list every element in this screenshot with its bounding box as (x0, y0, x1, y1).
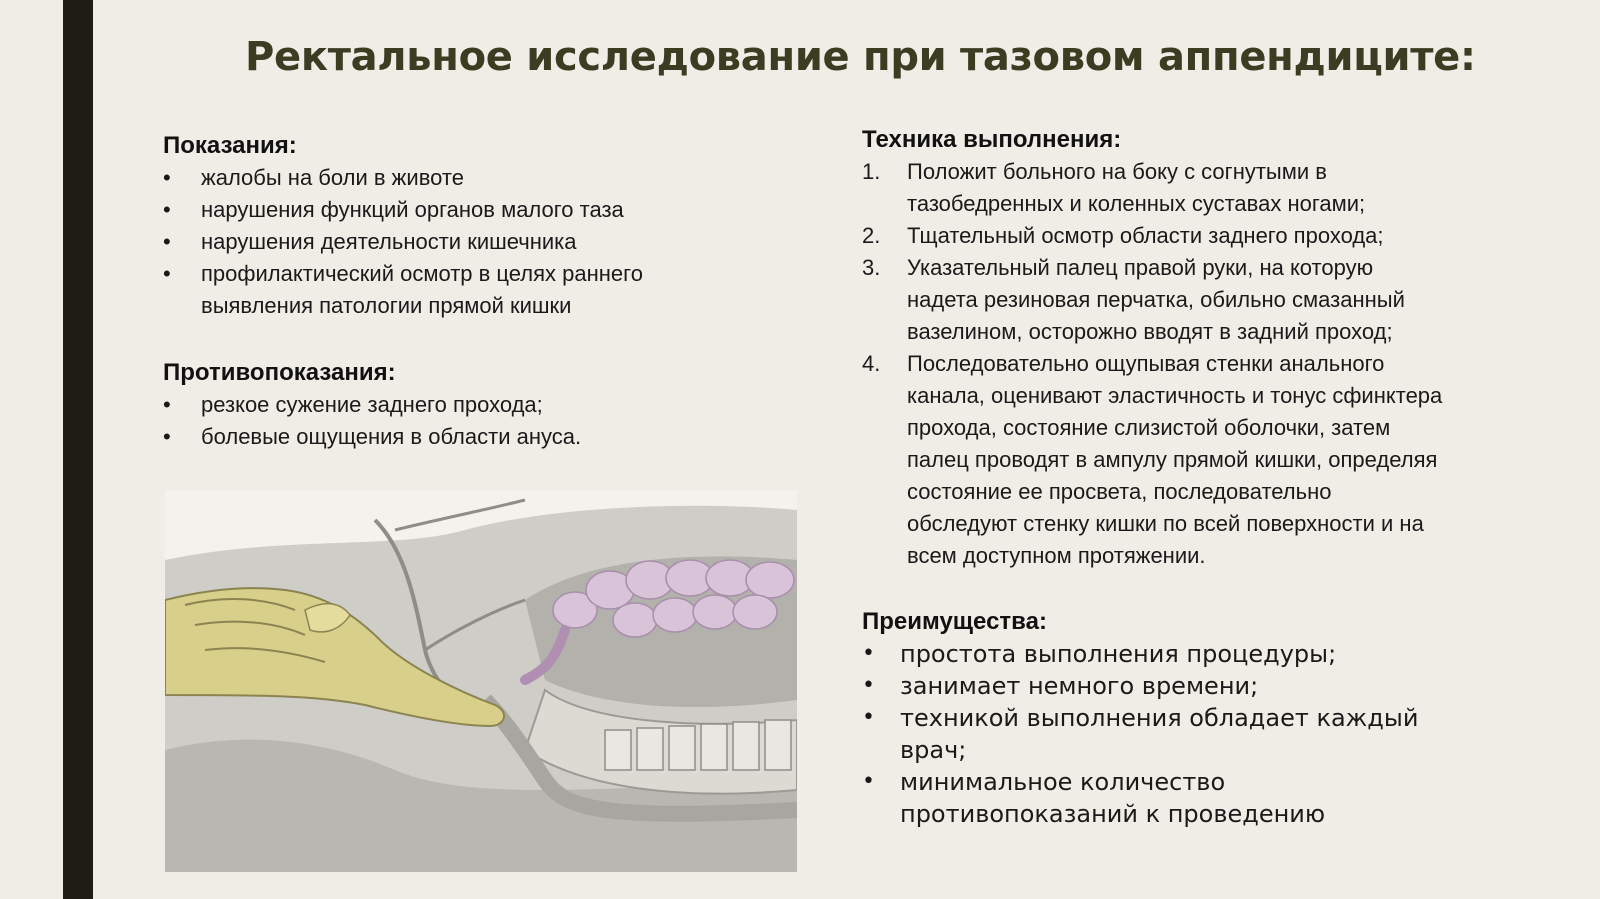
anatomy-illustration-icon (165, 490, 797, 872)
step-text: Тщательный осмотр области заднего прохода; (907, 223, 1384, 248)
list-item (862, 348, 1447, 572)
list-item (862, 156, 1447, 220)
list-item: • резкое сужение заднего прохода; (163, 389, 803, 421)
indications-heading: Показания: (163, 132, 297, 159)
left-column (163, 130, 803, 453)
step-number: 3. (862, 255, 881, 280)
step-text: Положит больного на боку с согнутыми в тазобедренных и коленных суставах ногами; (907, 159, 1366, 216)
list-item (862, 252, 1427, 348)
step-number: 4. (862, 351, 881, 376)
accent-side-bar (63, 0, 93, 899)
technique-steps (862, 156, 1582, 572)
step-text: Указательный палец правой руки, на которую надета резиновая перчатка, обильно смазанный вазелином, осторожно вводят в задний проход; (907, 255, 1405, 344)
step-text: Последовательно ощупывая стенки анального канала, оценивают эластичность и тонус сфинктера прохода, состояние слизистой оболочки, затем палец проводят в ампулу прямой кишки, определяя состояние ее просвета, последовательно обследуют стенку кишки по всей поверхности и на всем доступном протяжении. (907, 351, 1443, 568)
list-item: • нарушения деятельности кишечника (163, 226, 803, 258)
rectal-exam-illustration (165, 490, 797, 872)
right-column (862, 124, 1582, 830)
list-item: • болевые ощущения в области ануса. (163, 421, 803, 453)
indications-list (163, 162, 803, 322)
list-item: • простота выполнения процедуры; (862, 638, 1582, 670)
page-title: Ректальное исследование при тазовом аппендиците: (245, 34, 1476, 80)
contraindications-heading: Противопоказания: (163, 359, 396, 386)
advantages-heading: Преимущества: (862, 608, 1047, 635)
list-item (862, 220, 1487, 252)
list-item: • занимает немного времени; (862, 670, 1582, 702)
technique-heading: Техника выполнения: (862, 126, 1122, 153)
step-number: 1. (862, 159, 881, 184)
list-item: • жалобы на боли в животе (163, 162, 803, 194)
list-item: • техникой выполнения обладает каждый врач; (862, 702, 1460, 766)
contraindications-list (163, 389, 803, 453)
step-number: 2. (862, 223, 881, 248)
list-item: • нарушения функций органов малого таза (163, 194, 803, 226)
list-item: • минимальное количество противопоказаний к проведению (862, 766, 1420, 830)
advantages-list (862, 638, 1582, 830)
list-item: • профилактический осмотр в целях раннего выявления патологии прямой кишки (163, 258, 721, 322)
